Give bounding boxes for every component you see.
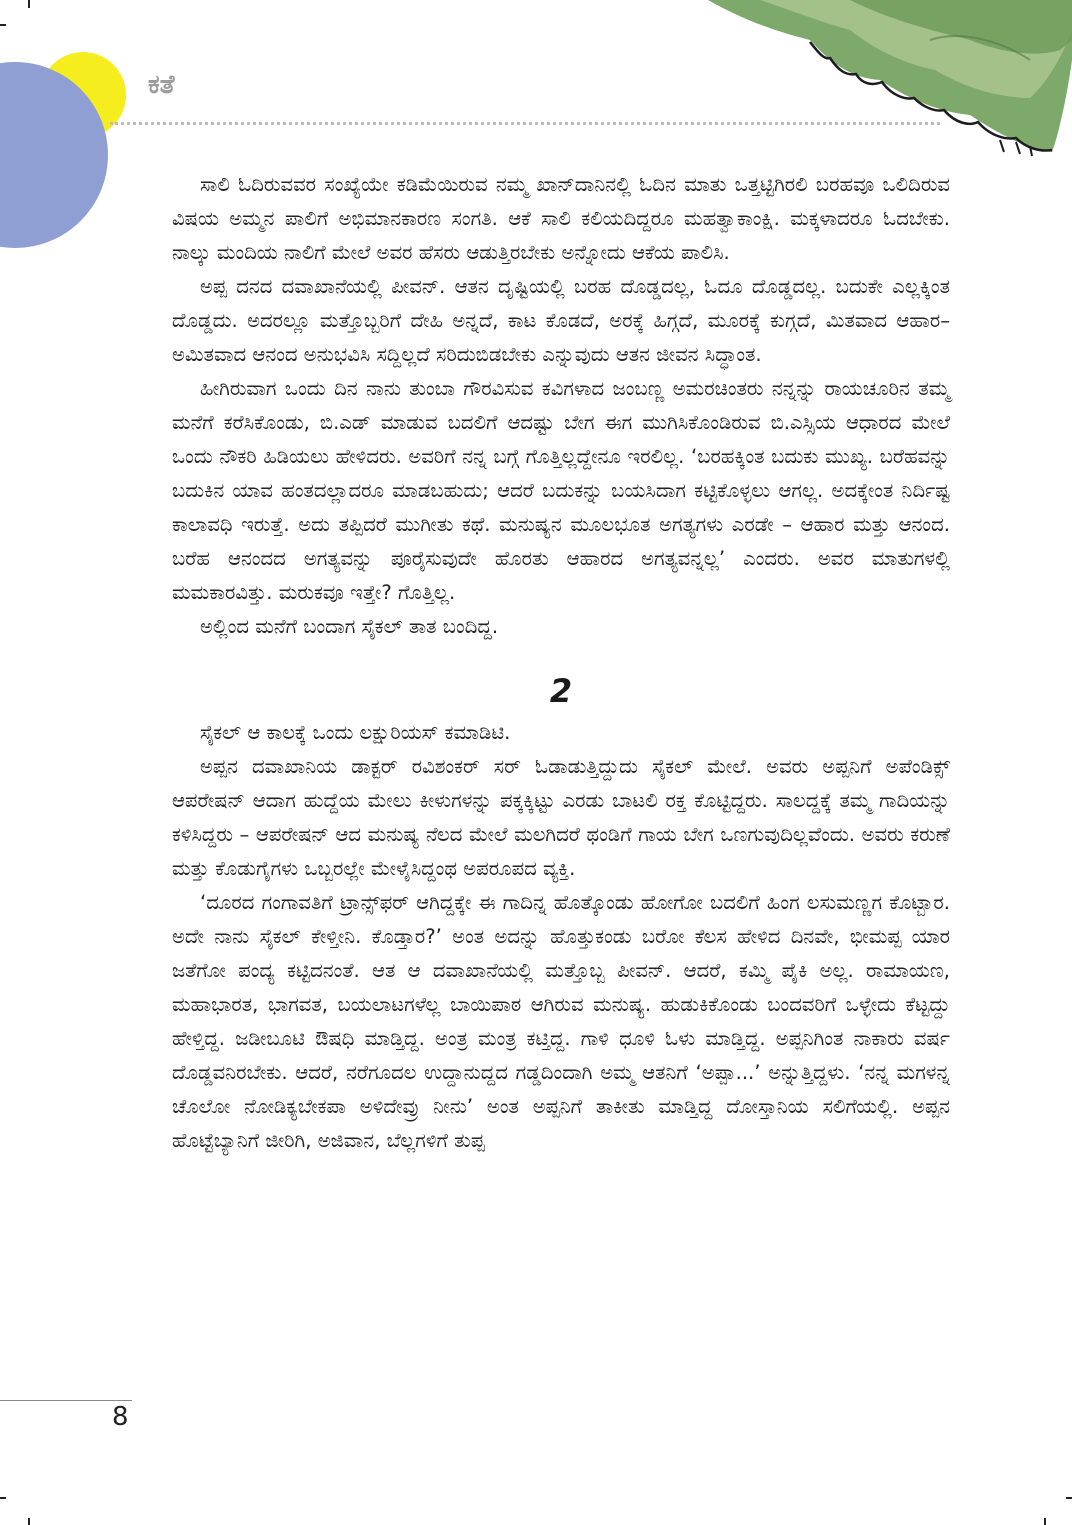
section-label: ಕತೆ	[148, 70, 175, 100]
crop-mark	[0, 1497, 6, 1499]
leaf-illustration	[700, 0, 1072, 160]
crop-mark	[28, 0, 30, 8]
paragraph: ‘ದೂರದ ಗಂಗಾವತಿಗೆ ಟ್ರಾನ್ಸ್‌ಫರ್ ಆಗಿದ್ದಕ್ಕೇ ಈ ಗಾದಿನ್ನ ಹೊತ್ಕೊಂಡು ಹೋಗೋ ಬದಲಿಗೆ ಹಿಂಗ ಲಸುಮಣ್ಣಗ ಕೊಟ್ಬಾರ. ಅದೇ ನಾನು ಸೈಕಲ್ ಕೇಳ್ತೀನಿ. ಕೊಡ್ತಾರ?’ ಅಂತ ಅದನ್ನು ಹೊತ್ತುಕಂಡು ಬರೋ ಕೆಲಸ ಹೇಳಿದ ದಿನವೇ, ಭೀಮಪ್ಪ ಯಾರ ಜತೆಗೋ ಪಂದ್ಯ ಕಟ್ಟಿದನಂತೆ. ಆತ ಆ ದವಾಖಾನೆಯಲ್ಲಿ ಮತ್ತೊಬ್ಬ ಪೀವನ್. ಆದರೆ, ಕಮ್ಮಿ ಪೈಕಿ ಅಲ್ಲ. ರಾಮಾಯಣ, ಮಹಾಭಾರತ, ಭಾಗವತ, ಬಯಲಾಟಗಳೆಲ್ಲ ಬಾಯಿಪಾಠ ಆಗಿರುವ ಮನುಷ್ಯ. ಹುಡುಕಿಕೊಂಡು ಬಂದವರಿಗೆ ಒಳ್ಳೇದು ಕೆಟ್ಟದ್ದು ಹೇಳ್ತಿದ್ದ. ಜಡೀಬೂಟಿ ಔಷಧಿ ಮಾಡ್ತಿದ್ದ. ಅಂತ್ರ ಮಂತ್ರ ಕಟ್ತಿದ್ದ. ಗಾಳಿ ಧೂಳಿ ಓಳು ಮಾಡ್ತಿದ್ದ. ಅಪ್ಪನಿಗಿಂತ ನಾಕಾರು ವರ್ಷ ದೊಡ್ಡವನಿರಬೇಕು. ಆದರೆ, ನರೆಗೂದಲ ಉದ್ದಾನುದ್ದದ ಗಡ್ಡದಿಂದಾಗಿ ಅಮ್ಮ ಆತನಿಗೆ ‘ಅಪ್ಪಾ...’ ಅನ್ನುತ್ತಿದ್ದಳು. ‘ನನ್ನ ಮಗಳನ್ನ ಚೊಲೋ ನೋಡಿಕ್ಯಬೇಕಪಾ ಅಳಿದೇವ್ರು ನೀನು’ ಅಂತ ಅಪ್ಪನಿಗೆ ತಾಕೀತು ಮಾಡ್ತಿದ್ದ ದೋಸ್ತಾನಿಯ ಸಲಿಗೆಯಲ್ಲಿ. ಅಪ್ಪನ ಹೊಟ್ಟೆಬ್ಯಾನಿಗೆ ಜೀರಿಗಿ, ಅಜಿವಾನ, ಬೆಲ್ಲಗಳಿಗೆ ತುಪ್ಪ	[172, 891, 950, 1152]
paragraph: ಅಲ್ಲಿಂದ ಮನೆಗೆ ಬಂದಾಗ ಸೈಕಲ್ ತಾತ ಬಂದಿದ್ದ.	[200, 615, 499, 638]
article-body	[172, 168, 950, 1158]
crop-mark	[1044, 1518, 1046, 1525]
crop-mark	[1066, 1497, 1072, 1499]
footer-rule	[0, 1400, 132, 1401]
paragraph: ಅಪ್ಪ ದನದ ದವಾಖಾನೆಯಲ್ಲಿ ಪೀವನ್. ಆತನ ದೃಷ್ಟಿಯಲ್ಲಿ ಬರಹ ದೊಡ್ಡದಲ್ಲ, ಓದೂ ದೊಡ್ಡದಲ್ಲ. ಬದುಕೇ ಎಲ್ಲಕ್ಕಿಂತ ದೊಡ್ಡದು. ಅದರಲ್ಲೂ ಮತ್ತೊಬ್ಬರಿಗೆ ದೇಹಿ ಅನ್ನದೆ, ಕಾಟ ಕೊಡದೆ, ಅರಕ್ಕೆ ಹಿಗ್ಗದೆ, ಮೂರಕ್ಕೆ ಕುಗ್ಗದೆ, ಮಿತವಾದ ಆಹಾರ–ಅಮಿತವಾದ ಆನಂದ ಅನುಭವಿಸಿ ಸದ್ದಿಲ್ಲದೆ ಸರಿದುಬಿಡಬೇಕು ಎನ್ನುವುದು ಆತನ ಜೀವನ ಸಿದ್ಧಾಂತ.	[172, 275, 950, 366]
crop-mark	[0, 24, 6, 26]
paragraph: ಹೀಗಿರುವಾಗ ಒಂದು ದಿನ ನಾನು ತುಂಬಾ ಗೌರವಿಸುವ ಕವಿಗಳಾದ ಜಂಬಣ್ಣ ಅಮರಚಿಂತರು ನನ್ನನ್ನು ರಾಯಚೂರಿನ ತಮ್ಮ ಮನೆಗೆ ಕರೆಸಿಕೊಂಡು, ಬಿ.ಎಡ್ ಮಾಡುವ ಬದಲಿಗೆ ಆದಷ್ಟು ಬೇಗ ಈಗ ಮುಗಿಸಿಕೊಂಡಿರುವ ಬಿ.ಎಸ್ಸಿಯ ಆಧಾರದ ಮೇಲೆ ಒಂದು ನೌಕರಿ ಹಿಡಿಯಲು ಹೇಳಿದರು. ಅವರಿಗೆ ನನ್ನ ಬಗ್ಗೆ ಗೊತ್ತಿಲ್ಲದ್ದೇನೂ ಇರಲಿಲ್ಲ. ‘ಬರಹಕ್ಕಿಂತ ಬದುಕು ಮುಖ್ಯ. ಬರೆಹವನ್ನು ಬದುಕಿನ ಯಾವ ಹಂತದಲ್ಲಾದರೂ ಮಾಡಬಹುದು; ಆದರೆ ಬದುಕನ್ನು ಬಯಸಿದಾಗ ಕಟ್ಟಿಕೊಳ್ಳಲು ಆಗಲ್ಲ. ಅದಕ್ಕೇಂತ ನಿರ್ದಿಷ್ಟ ಕಾಲಾವಧಿ ಇರುತ್ತೆ. ಅದು ತಪ್ಪಿದರೆ ಮುಗೀತು ಕಥೆ. ಮನುಷ್ಯನ ಮೂಲಭೂತ ಅಗತ್ಯಗಳು ಎರಡೇ – ಆಹಾರ ಮತ್ತು ಆನಂದ. ಬರೆಹ ಆನಂದದ ಅಗತ್ಯವನ್ನು ಪೂರೈಸುವುದೇ ಹೊರತು ಆಹಾರದ ಅಗತ್ಯವನ್ನಲ್ಲ’ ಎಂದರು. ಅವರ ಮಾತುಗಳಲ್ಲಿ ಮಮಕಾರವಿತ್ತು. ಮರುಕವೂ ಇತ್ತೇ? ಗೊತ್ತಿಲ್ಲ.	[172, 377, 950, 604]
paragraph: ಸೈಕಲ್ ಆ ಕಾಲಕ್ಕೆ ಒಂದು ಲಕ್ಷುರಿಯಸ್ ಕಮಾಡಿಟಿ.	[200, 721, 511, 744]
paragraph: ಸಾಲಿ ಓದಿರುವವರ ಸಂಖ್ಯೆಯೇ ಕಡಿಮೆಯಿರುವ ನಮ್ಮ ಖಾನ್‌ದಾನಿನಲ್ಲಿ ಓದಿನ ಮಾತು ಒತ್ತಟ್ಟಿಗಿರಲಿ ಬರಹವೂ ಒಲಿದಿರುವ ವಿಷಯ ಅಮ್ಮನ ಪಾಲಿಗೆ ಅಭಿಮಾನಕಾರಣ ಸಂಗತಿ. ಆಕೆ ಸಾಲಿ ಕಲಿಯದಿದ್ದರೂ ಮಹತ್ವಾಕಾಂಕ್ಷಿ. ಮಕ್ಕಳಾದರೂ ಓದಬೇಕು. ನಾಲ್ಕು ಮಂದಿಯ ನಾಲಿಗೆ ಮೇಲೆ ಅವರ ಹೆಸರು ಆಡುತ್ತಿರಬೇಕು ಅನ್ನೋದು ಆಕೆಯ ಪಾಲಿಸಿ.	[172, 173, 950, 264]
chapter-number: 2	[549, 672, 573, 710]
paragraph: ಅಪ್ಪನ ದವಾಖಾನಿಯ ಡಾಕ್ಟರ್ ರವಿಶಂಕರ್ ಸರ್ ಓಡಾಡುತ್ತಿದ್ದುದು ಸೈಕಲ್ ಮೇಲೆ. ಅವರು ಅಪ್ಪನಿಗೆ ಅಪೆಂಡಿಕ್ಸ್ ಆಪರೇಷನ್ ಆದಾಗ ಹುದ್ದೆಯ ಮೇಲು ಕೀಳುಗಳನ್ನು ಪಕ್ಕಕ್ಕಿಟ್ಟು ಎರಡು ಬಾಟಲಿ ರಕ್ತ ಕೊಟ್ಟಿದ್ದರು. ಸಾಲದ್ದಕ್ಕೆ ತಮ್ಮ ಗಾದಿಯನ್ನು ಕಳಿಸಿದ್ದರು – ಆಪರೇಷನ್ ಆದ ಮನುಷ್ಯ ನೆಲದ ಮೇಲೆ ಮಲಗಿದರೆ ಥಂಡಿಗೆ ಗಾಯ ಬೇಗ ಒಣಗುವುದಿಲ್ಲವೆಂದು. ಅವರು ಕರುಣೆ ಮತ್ತು ಕೊಡುಗೈಗಳು ಒಬ್ಬರಲ್ಲೇ ಮೇಳೈಸಿದ್ದಂಥ ಅಪರೂಪದ ವ್ಯಕ್ತಿ.	[172, 755, 951, 880]
crop-mark	[28, 1518, 30, 1525]
page-number: 8	[112, 1402, 129, 1432]
